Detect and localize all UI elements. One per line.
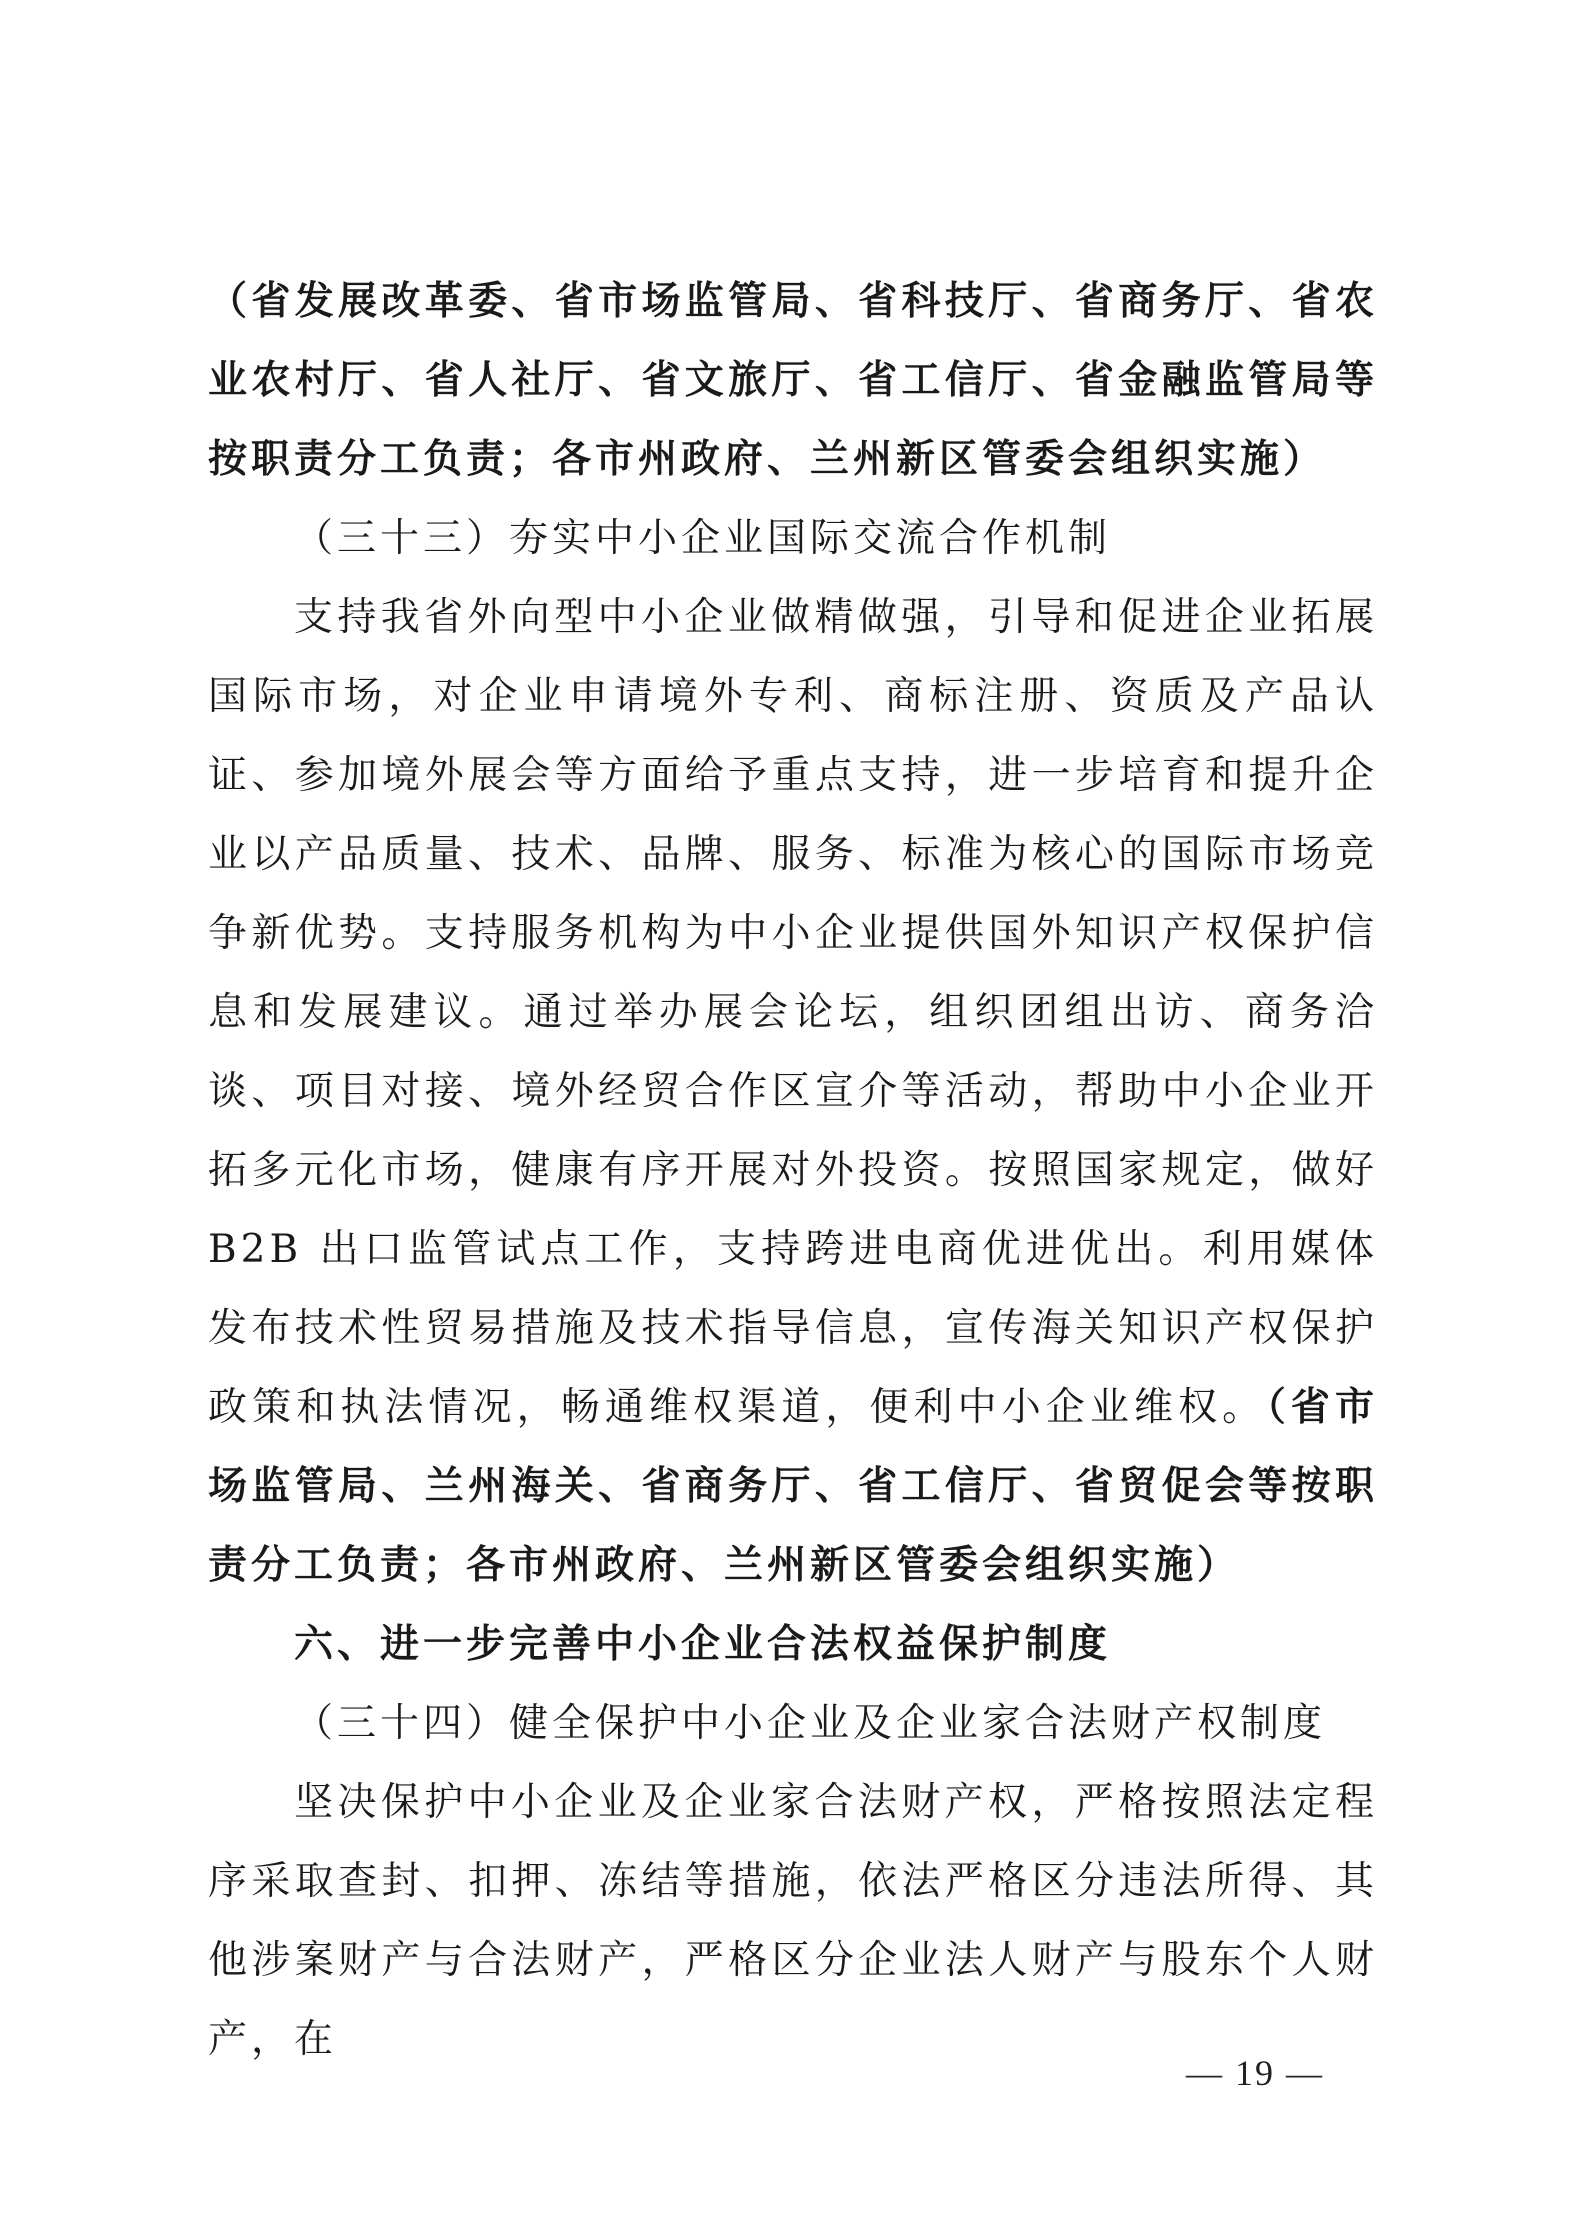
responsibility-note-paragraph: （省发展改革委、省市场监管局、省科技厅、省商务厅、省农业农村厅、省人社厅、省文旅厅、省工信厅、省金融监管局等按职责分工负责；各市州政府、兰州新区管委会组织实施）	[208, 278, 1378, 482]
document-body	[208, 262, 1378, 2079]
section-34-paragraph: 坚决保护中小企业及企业家合法财产权，严格按照法定程序采取查封、扣押、冻结等措施，依法严格区分违法所得、其他涉案财产与合法财产，严格区分企业法人财产与股东个人财产，在	[208, 1780, 1378, 2062]
section-33-body-text: 支持我省外向型中小企业做精做强，引导和促进企业拓展国际市场，对企业申请境外专利、商标注册、资质及产品认证、参加境外展会等方面给予重点支持，进一步培育和提升企业以产品质量、技术、品牌、服务、标准为核心的国际市场竞争新优势。支持服务机构为中小企业提供国外知识产权保护信息和发展建议。通过举办展会论坛，组织团组出访、商务洽谈、项目对接、境外经贸合作区宣介等活动，帮助中小企业开拓多元化市场，健康有序开展对外投资。按照国家规定，做好 B2B 出口监管试点工作，支持跨进电商优进优出。利用媒体发布技术性贸易措施及技术指导信息，宣传海关知识产权保护政策和执法情况，畅通维权渠道，便利中小企业维权。	[208, 595, 1378, 1430]
page-number: — 19 —	[1186, 2053, 1324, 2093]
section-33-paragraph	[208, 578, 1378, 1605]
section-33-heading: （三十三）夯实中小企业国际交流合作机制	[294, 516, 1112, 561]
section-33-responsibility-note: （省市场监管局、兰州海关、省商务厅、省工信厅、省贸促会等按职责分工负责；各市州政府、兰州新区管委会组织实施）	[208, 1384, 1378, 1588]
section-34-heading: （三十四）健全保护中小企业及企业家合法财产权制度	[294, 1701, 1327, 1746]
chapter-6-heading: 六、进一步完善中小企业合法权益保护制度	[294, 1621, 1112, 1667]
